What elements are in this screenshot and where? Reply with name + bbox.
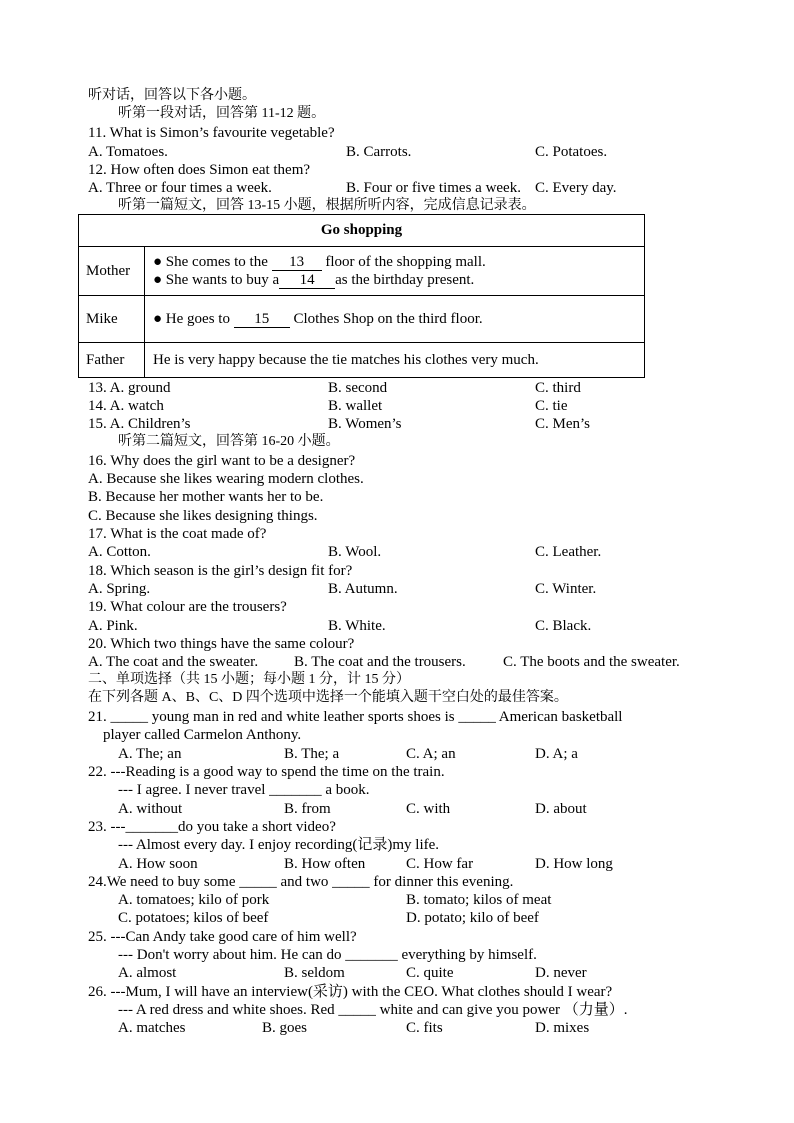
q20-option-c: C. The boots and the sweater. — [503, 654, 680, 670]
q24-option-b: B. tomato; kilos of meat — [406, 892, 552, 908]
father-label: Father — [79, 343, 145, 378]
q15-option-a: 15. A. Children’s — [88, 416, 191, 432]
q12-option-a: A. Three or four times a week. — [88, 180, 272, 196]
q24-option-d: D. potato; kilo of beef — [406, 910, 539, 926]
q14-option-a: 14. A. watch — [88, 398, 164, 414]
mike-label: Mike — [79, 296, 145, 343]
blank-15: 15 — [234, 312, 290, 328]
q17-option-a: A. Cotton. — [88, 544, 151, 560]
q18-option-a: A. Spring. — [88, 581, 151, 597]
section2-heading: 二、单项选择（共 15 小题；每小题 1 分，计 15 分） — [88, 672, 410, 687]
q23-option-a: A. How soon — [118, 856, 198, 872]
passage2-intro: 听第二篇短文，回答第 16-20 小题。 — [118, 434, 340, 449]
q17-option-b: B. Wool. — [328, 544, 382, 560]
q24-line1: 24.We need to buy some _____ and two _____ for dinner this evening. — [88, 874, 514, 890]
q19-stem: 19. What colour are the trousers? — [88, 599, 287, 615]
q19-option-a: A. Pink. — [88, 618, 138, 634]
q18-option-b: B. Autumn. — [328, 581, 398, 597]
dialogue1-intro: 听第一段对话，回答第 11-12 题。 — [118, 106, 326, 121]
q25-option-c: C. quite — [406, 965, 454, 981]
q19-option-c: C. Black. — [535, 618, 592, 634]
q20-option-a: A. The coat and the sweater. — [88, 654, 259, 670]
mother-line-1: ● She comes to the 13 floor of the shopping mall. — [153, 254, 486, 270]
q21-line2: player called Carmelon Anthony. — [103, 727, 302, 743]
table-title: Go shopping — [79, 215, 645, 247]
q13-option-a: 13. A. ground — [88, 380, 171, 396]
q26-option-d: D. mixes — [535, 1020, 590, 1036]
q20-stem: 20. Which two things have the same colour? — [88, 636, 355, 652]
q22-option-a: A. without — [118, 801, 183, 817]
q14-option-c: C. tie — [535, 398, 568, 414]
q22-line2: --- I agree. I never travel _______ a book. — [118, 782, 370, 798]
q11-option-a: A. Tomatoes. — [88, 144, 168, 160]
q15-option-c: C. Men’s — [535, 416, 591, 432]
q16-option-c: C. Because she likes designing things. — [88, 508, 318, 524]
q11-option-b: B. Carrots. — [346, 144, 412, 160]
q24-option-a: A. tomatoes; kilo of pork — [118, 892, 270, 908]
q22-line1: 22. ---Reading is a good way to spend the time on the train. — [88, 764, 445, 780]
q25-option-a: A. almost — [118, 965, 177, 981]
q19-option-b: B. White. — [328, 618, 386, 634]
q22-option-c: C. with — [406, 801, 451, 817]
q22-option-b: B. from — [284, 801, 331, 817]
section2-instruction: 在下列各题 A、B、C、D 四个选项中选择一个能填入题干空白处的最佳答案。 — [88, 690, 568, 705]
q25-option-d: D. never — [535, 965, 587, 981]
q20-option-b: B. The coat and the trousers. — [294, 654, 466, 670]
q26-option-a: A. matches — [118, 1020, 186, 1036]
mother-line-2: ● She wants to buy a 14 as the birthday present. — [153, 272, 475, 288]
q12-stem: 12. How often does Simon eat them? — [88, 162, 311, 178]
q26-option-c: C. fits — [406, 1020, 443, 1036]
q12-option-c: C. Every day. — [535, 180, 617, 196]
q21-option-b: B. The; a — [284, 746, 340, 762]
passage1-intro: 听第一篇短文，回答 13-15 小题，根据所听内容，完成信息记录表。 — [118, 198, 536, 213]
q13-option-b: B. second — [328, 380, 388, 396]
q23-option-b: B. How often — [284, 856, 366, 872]
q26-line2: --- A red dress and white shoes. Red _____ white and can give you power （力量）. — [118, 1002, 628, 1018]
q25-line2: --- Don't worry about him. He can do _______ everything by himself. — [118, 947, 537, 963]
q24-option-c: C. potatoes; kilos of beef — [118, 910, 269, 926]
q11-option-c: C. Potatoes. — [535, 144, 608, 160]
q15-option-b: B. Women’s — [328, 416, 402, 432]
listening-intro: 听对话，回答以下各小题。 — [88, 88, 256, 103]
q21-option-a: A. The; an — [118, 746, 182, 762]
q26-line1: 26. ---Mum, I will have an interview(采访) with the CEO. What clothes should I wear? — [88, 984, 613, 1000]
q12-option-b: B. Four or five times a week. — [346, 180, 521, 196]
q11-stem: 11. What is Simon’s favourite vegetable? — [88, 125, 335, 141]
q16-stem: 16. Why does the girl want to be a designer? — [88, 453, 356, 469]
q23-option-d: D. How long — [535, 856, 613, 872]
q17-stem: 17. What is the coat made of? — [88, 526, 267, 542]
q25-option-b: B. seldom — [284, 965, 345, 981]
q18-stem: 18. Which season is the girl’s design fit for? — [88, 563, 353, 579]
father-text: He is very happy because the tie matches his clothes very much. — [145, 343, 645, 378]
q18-option-c: C. Winter. — [535, 581, 597, 597]
q23-line2: --- Almost every day. I enjoy recording(记录)my life. — [118, 837, 440, 853]
record-table: Go shopping Mother ● She comes to the 13 floor of the shopping mall. ● She wants to buy a 14 as the birthday present. Mike ● He goes to 15 Clothes Shop on the third floor. Father He is very happy because the tie matches his clothes very much. — [78, 214, 645, 378]
q14-option-b: B. wallet — [328, 398, 383, 414]
q23-line1: 23. ---_______do you take a short video? — [88, 819, 336, 835]
q25-line1: 25. ---Can Andy take good care of him well? — [88, 929, 357, 945]
q16-option-b: B. Because her mother wants her to be. — [88, 489, 324, 505]
blank-14: 14 — [279, 273, 335, 289]
mother-label: Mother — [79, 247, 145, 296]
q17-option-c: C. Leather. — [535, 544, 602, 560]
q13-option-c: C. third — [535, 380, 581, 396]
q26-option-b: B. goes — [262, 1020, 307, 1036]
q21-option-d: D. A; a — [535, 746, 578, 762]
q23-option-c: C. How far — [406, 856, 474, 872]
q16-option-a: A. Because she likes wearing modern clothes. — [88, 471, 364, 487]
q21-line1: 21. _____ young man in red and white leather sports shoes is _____ American basketball — [88, 709, 623, 725]
q22-option-d: D. about — [535, 801, 587, 817]
blank-13: 13 — [272, 255, 322, 271]
q21-option-c: C. A; an — [406, 746, 456, 762]
